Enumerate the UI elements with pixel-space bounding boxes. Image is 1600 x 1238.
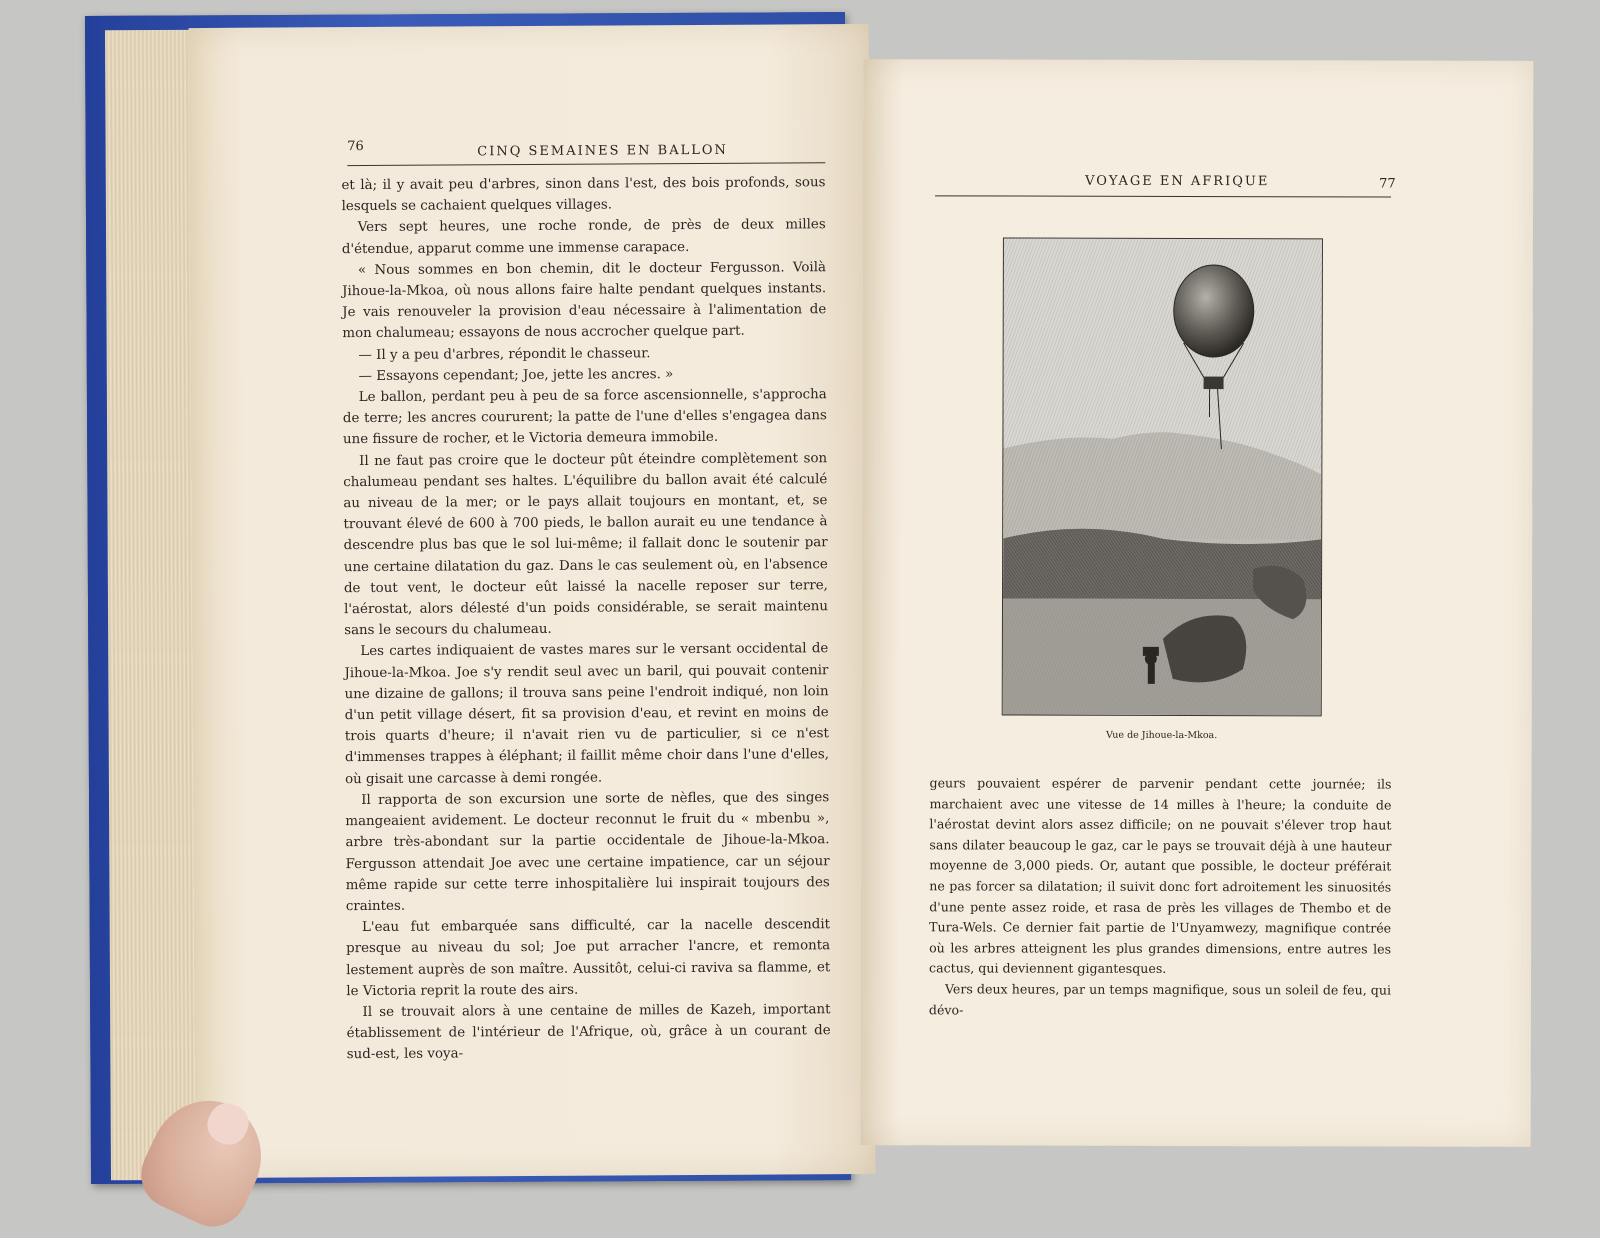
right-page	[861, 59, 1534, 1147]
paragraph: Vers sept heures, une roche ronde, de près de deux milles d'étendue, apparut comme une immense carapace.	[342, 215, 826, 260]
header-rule-left	[347, 162, 825, 166]
paragraph: — Essayons cependant; Joe, jette les ancres. »	[343, 363, 827, 387]
page-number-right: 77	[1379, 176, 1396, 191]
paragraph: « Nous sommes en bon chemin, dit le docteur Fergusson. Voilà Jihoue-la-Mkoa, où nous allons faire halte pendant quelques instants. Je vais renouveler la provision d'eau nécessaire à l'alimentation de mon chalumeau; essayons de nous accrocher quelque part.	[342, 257, 827, 345]
paragraph: Le ballon, perdant peu à peu de sa force ascensionnelle, s'approcha de terre; les ancres coururent; la patte de l'une d'elles s'engagea dans une fissure de rocher, et le Victoria demeura immobile.	[343, 384, 827, 451]
paragraph: Il ne faut pas croire que le docteur pût éteindre complètement son chalumeau pendant ses haltes. L'équilibre du ballon avait été calculé au niveau de la mer; or le pays allait toujours en montant, et, se trouvant élevé de 600 à 700 pieds, le ballon aurait eu une tendance à descendre plus bas que le sol lui-même; il fallait donc le soutenir par une certaine dilatation du gaz. Dans le cas seulement où, en l'absence de tout vent, le docteur eût laissé la nacelle reposer sur terre, l'aérostat, alors délesté d'un poids considérable, se serait maintenu sans le secours du chalumeau.	[343, 448, 828, 642]
balloon-engraving	[1002, 237, 1323, 716]
paragraph: Les cartes indiquaient de vastes mares sur le versant occidental de Jihoue-la-Mkoa. Joe s'y rendit seul avec un baril, qui pouvait contenir une dizaine de gallons; il trouva sans peine l'endroit indiqué, non loin d'un petit village désert, fit sa provision d'eau, et revint en moins de trois quarts d'heure; il n'avait rien vu de particulier, si ce n'est d'immenses trappes à éléphant; il faillit même choir dans l'une d'elles, où gisait une carcasse à demi rongée.	[344, 639, 829, 790]
paragraph: geurs pouvaient espérer de parvenir pendant cette journée; ils marchaient avec une vitesse de 14 milles à l'heure; la conduite de l'aérostat devint alors assez difficile; on ne pouvait s'élever trop haut sans dilater beaucoup le gaz, car le pays se trouvait déjà à une hauteur moyenne de 3,000 pieds. Or, autant que possible, le docteur préférait ne pas forcer sa dilatation; il suivit donc fort adroitement les sinuosités d'une pente assez roide, et rasa de près les villages de Thembo et de Tura-Wels. Ce dernier fait partie de l'Unyamwezy, magnifique contrée où les arbres atteignent les plus grandes dimensions, entre autres les cactus, qui deviennent gigantesques.	[929, 773, 1392, 980]
paragraph: Il se trouvait alors à une centaine de milles de Kazeh, important établissement de l'intérieur de l'Afrique, où, grâce à un courant de sud-est, les voya-	[346, 999, 830, 1066]
left-page	[188, 24, 875, 1178]
engraving-caption: Vue de Jihoue-la-Mkoa.	[1002, 729, 1322, 741]
left-page-text	[341, 172, 830, 1065]
page-number-left: 76	[347, 139, 364, 154]
paragraph: et là; il y avait peu d'arbres, sinon dans l'est, des bois profonds, sous lesquels se cachaient quelques villages.	[341, 172, 825, 217]
header-rule-right	[935, 195, 1391, 197]
engraving-drawing	[1003, 238, 1322, 715]
running-title-right: VOYAGE EN AFRIQUE	[1085, 174, 1269, 189]
paragraph: Vers deux heures, par un temps magnifique, sous un soleil de feu, qui dévo-	[929, 979, 1391, 1021]
paragraph: L'eau fut embarquée sans difficulté, car la nacelle descendit presque au niveau du sol; Joe put arracher l'ancre, et remonta lestement auprès de son maître. Aussitôt, celui-ci raviva sa flamme, et le Victoria reprit la route des airs.	[346, 914, 831, 1002]
paragraph: — Il y a peu d'arbres, répondit le chasseur.	[342, 342, 826, 366]
right-page-text	[929, 773, 1392, 1021]
paragraph: Il rapporta de son excursion une sorte de nèfles, que des singes mangeaient avidement. Le docteur reconnut le fruit du « mbenbu », arbre très-abondant sur la partie occidentale de Jihoue-la-Mkoa. Fergusson attendait Joe avec une certaine impatience, car un séjour même rapide sur cette terre inhospitalière lui inspirait toujours des craintes.	[345, 787, 830, 917]
running-title-left: CINQ SEMAINES EN BALLON	[477, 143, 728, 160]
